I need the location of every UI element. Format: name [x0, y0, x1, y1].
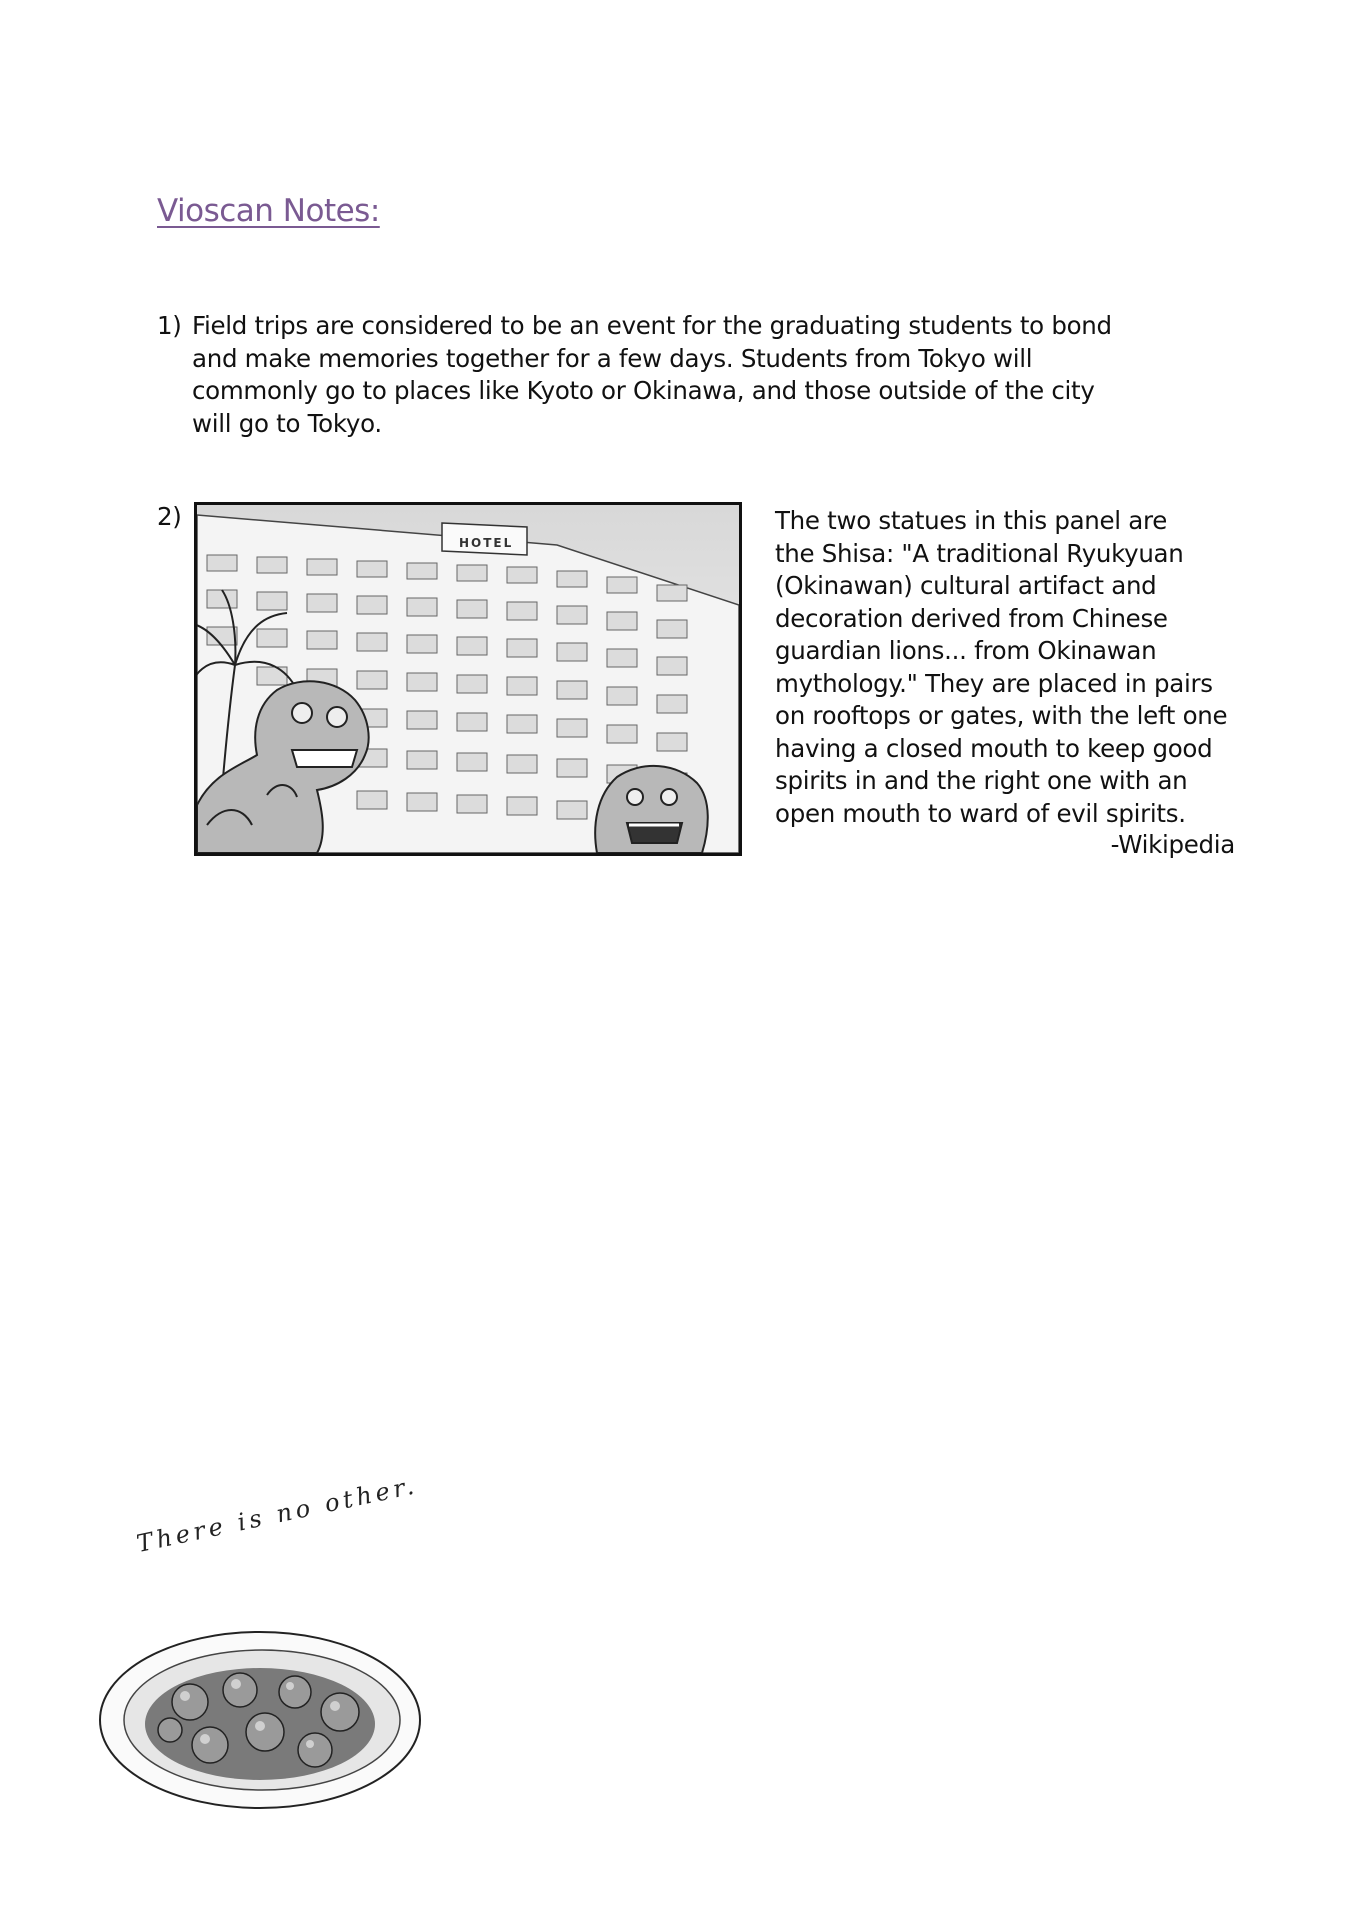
- notes-heading: Vioscan Notes:: [157, 193, 380, 229]
- hotel-sign: HOTEL: [459, 536, 514, 550]
- note-2-line: having a closed mouth to keep good: [775, 733, 1213, 763]
- hotel-illustration: [197, 505, 739, 853]
- note-2-number: 2): [157, 502, 182, 531]
- note-1-line: and make memories together for a few days. Students from Tokyo will: [192, 343, 1033, 373]
- note-2-text: [775, 505, 1255, 830]
- note-2-line: on rooftops or gates, with the left one: [775, 701, 1228, 730]
- illustration-caption: There is no other.: [134, 1471, 421, 1558]
- plate-illustration: [90, 1620, 430, 1824]
- note-2-line: decoration derived from Chinese: [775, 603, 1168, 633]
- note-2-line: open mouth to ward of evil spirits.: [775, 798, 1186, 828]
- note-2-line: spirits in and the right one with an: [775, 766, 1188, 795]
- note-2-line: The two statues in this panel are: [775, 506, 1168, 535]
- note-2-line: guardian lions... from Okinawan: [775, 636, 1157, 665]
- note-1-text: [192, 310, 1152, 440]
- note-1-number: 1): [157, 311, 182, 340]
- citation-wikipedia: -Wikipedia: [1110, 830, 1235, 859]
- note-2-line: the Shisa: "A traditional Ryukyuan: [775, 538, 1184, 568]
- note-1-line: will go to Tokyo.: [192, 408, 382, 438]
- note-2-line: mythology." They are placed in pairs: [775, 668, 1213, 698]
- note-2-line: (Okinawan) cultural artifact and: [775, 571, 1157, 600]
- note-1-line: Field trips are considered to be an event for the graduating students to bond: [192, 311, 1112, 340]
- food-plate-drawing: [90, 1620, 430, 1820]
- note-1-line: commonly go to places like Kyoto or Okinawa, and those outside of the city: [192, 376, 1095, 405]
- manga-panel-hotel-shisa: [194, 502, 742, 856]
